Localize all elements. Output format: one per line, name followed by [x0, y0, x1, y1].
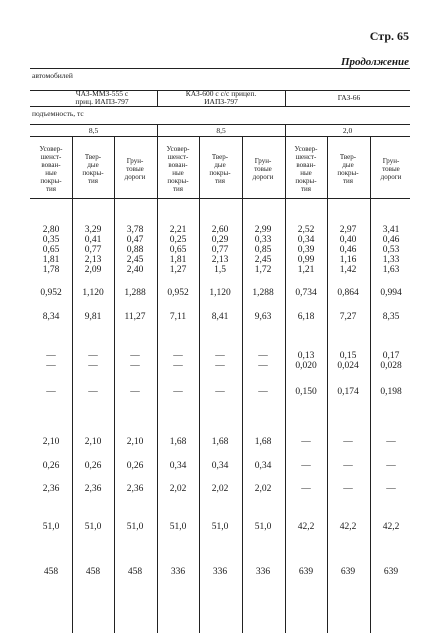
table-cell: 1,72	[254, 265, 272, 275]
section-capacity-label: подъемность, тс	[32, 109, 84, 118]
table-cell: 0,33	[254, 235, 272, 245]
table-cell: 9,63	[254, 312, 272, 322]
table-cell: 0,29	[211, 235, 229, 245]
table-cell: 0,99	[297, 255, 315, 265]
table-cell: —	[173, 387, 183, 397]
table-cell: 0,174	[337, 387, 359, 397]
table-cell: 0,25	[169, 235, 187, 245]
table-cell: —	[215, 361, 225, 371]
col-header: Твер- дые покры- тия	[209, 153, 231, 185]
table-cell: 0,77	[211, 245, 229, 255]
table-cell: —	[46, 387, 56, 397]
table-cell: —	[301, 437, 311, 447]
col-divider-8	[370, 136, 371, 633]
table-cell: 0,024	[337, 361, 359, 371]
table-cell: 2,36	[84, 484, 102, 494]
vehicles-bottom-rule	[30, 106, 410, 107]
table-cell: 0,864	[337, 288, 359, 298]
table-cell: 0,65	[169, 245, 187, 255]
table-cell: 2,02	[254, 484, 272, 494]
table-cell: 1,16	[339, 255, 357, 265]
col-divider-4	[199, 136, 200, 633]
table-cell: —	[258, 361, 268, 371]
table-cell: 1,33	[382, 255, 400, 265]
capacity-3: 2,0	[342, 126, 353, 135]
table-cell: 0,198	[380, 387, 402, 397]
table-cell: 9,81	[84, 312, 102, 322]
vehicle-divider-1	[157, 90, 158, 106]
table-cell: 639	[298, 567, 314, 577]
table-cell: —	[173, 351, 183, 361]
col-divider-6	[285, 136, 286, 633]
section-vehicles-label: автомобилей	[32, 71, 73, 80]
table-cell: 2,80	[42, 225, 60, 235]
table-cell: —	[130, 387, 140, 397]
table-cell: —	[301, 484, 311, 494]
table-cell: —	[130, 351, 140, 361]
table-cell: —	[258, 387, 268, 397]
table-cell: 3,78	[126, 225, 144, 235]
table-cell: 0,47	[126, 235, 144, 245]
table-cell: 1,63	[382, 265, 400, 275]
table-cell: 51,0	[42, 522, 60, 532]
table-cell: 1,81	[169, 255, 187, 265]
table-cell: —	[386, 461, 396, 471]
col-divider-5	[242, 136, 243, 633]
capacity-1: 8,5	[88, 126, 99, 135]
table-cell: 7,11	[169, 312, 187, 322]
table-cell: 0,65	[42, 245, 60, 255]
page-number: Стр. 65	[369, 29, 409, 43]
table-cell: —	[343, 484, 353, 494]
table-cell: 0,020	[295, 361, 317, 371]
table-cell: 0,46	[382, 235, 400, 245]
table-cell: 0,35	[42, 235, 60, 245]
table-cell: 0,26	[42, 461, 60, 471]
table-cell: 1,21	[297, 265, 315, 275]
table-cell: 1,5	[214, 265, 226, 275]
table-cell: 0,85	[254, 245, 272, 255]
table-cell: 0,34	[254, 461, 272, 471]
vehicle-header-1: ЧАЗ-ММЗ-555 с приц. ИАПЗ-797	[75, 89, 129, 106]
table-cell: 51,0	[169, 522, 187, 532]
capacity-2: 8,5	[216, 126, 226, 135]
table-cell: 2,60	[211, 225, 229, 235]
capacity-values-rule	[30, 136, 410, 137]
table-cell: 42,2	[339, 522, 357, 532]
table-cell: 458	[127, 567, 143, 577]
table-cell: 0,150	[295, 387, 317, 397]
table-cell: —	[46, 361, 56, 371]
table-cell: 8,34	[42, 312, 60, 322]
table-cell: 0,26	[126, 461, 144, 471]
table-cell: 2,36	[126, 484, 144, 494]
vehicle-header-3: ГАЗ-66	[337, 93, 361, 102]
table-cell: —	[88, 361, 98, 371]
table-cell: —	[46, 351, 56, 361]
table-cell: —	[343, 461, 353, 471]
table-cell: 0,994	[380, 288, 402, 298]
table-cell: 8,35	[382, 312, 400, 322]
table-cell: 3,41	[382, 225, 400, 235]
table-cell: 11,27	[124, 312, 146, 322]
col-header: Твер- дые покры- тия	[82, 153, 104, 185]
table-cell: 51,0	[126, 522, 144, 532]
table-cell: 639	[383, 567, 399, 577]
table-cell: 3,29	[84, 225, 102, 235]
table-cell: 0,46	[339, 245, 357, 255]
table-cell: —	[343, 437, 353, 447]
table-cell: 6,18	[297, 312, 315, 322]
col-header: Усовер- шенст- вован- ные покры- тия	[166, 145, 190, 193]
col-header: Усовер- шенст- вован- ные покры- тия	[39, 145, 63, 193]
col-divider-3	[157, 136, 158, 633]
table-cell: 458	[85, 567, 101, 577]
table-cell: —	[130, 361, 140, 371]
table-cell: 0,13	[297, 351, 315, 361]
table-cell: —	[386, 437, 396, 447]
table-cell: 1,288	[252, 288, 274, 298]
table-cell: 1,288	[124, 288, 146, 298]
table-cell: 51,0	[211, 522, 229, 532]
table-cell: 1,42	[339, 265, 357, 275]
header-bottom-rule	[30, 198, 410, 199]
table-cell: —	[386, 484, 396, 494]
table-cell: —	[215, 351, 225, 361]
col-header: Твер- дые покры- тия	[337, 153, 359, 185]
col-header: Усовер- шенст- вован- ные покры- тия	[294, 145, 318, 193]
table-cell: 0,88	[126, 245, 144, 255]
table-cell: 0,34	[169, 461, 187, 471]
col-header: Грун- товые дороги	[252, 157, 274, 181]
table-cell: 0,17	[382, 351, 400, 361]
table-cell: 2,02	[169, 484, 187, 494]
table-cell: 2,52	[297, 225, 315, 235]
table-cell: 2,99	[254, 225, 272, 235]
table-cell: 336	[170, 567, 186, 577]
table-cell: 0,734	[295, 288, 317, 298]
table-cell: 0,028	[380, 361, 402, 371]
table-cell: 0,53	[382, 245, 400, 255]
table-cell: 1,78	[42, 265, 60, 275]
table-cell: —	[88, 351, 98, 361]
table-cell: 2,10	[126, 437, 144, 447]
table-cell: 2,09	[84, 265, 102, 275]
capacity-bottom-rule	[30, 124, 410, 125]
table-cell: 2,13	[84, 255, 102, 265]
table-cell: 2,21	[169, 225, 187, 235]
table-cell: 336	[255, 567, 271, 577]
table-cell: 42,2	[382, 522, 400, 532]
table-cell: 1,68	[254, 437, 272, 447]
table-cell: 0,41	[84, 235, 102, 245]
table-cell: 0,26	[84, 461, 102, 471]
table-cell: 42,2	[297, 522, 315, 532]
top-rule	[30, 68, 410, 69]
table-cell: 2,36	[42, 484, 60, 494]
table-cell: 0,34	[211, 461, 229, 471]
table-cell: 8,41	[211, 312, 229, 322]
table-cell: 0,34	[297, 235, 315, 245]
table-cell: 1,68	[211, 437, 229, 447]
col-header: Грун- товые дороги	[380, 157, 402, 181]
table-cell: 0,40	[339, 235, 357, 245]
vehicle-header-2: КАЗ-600 с с/с прицеп. ИАПЗ-797	[185, 89, 257, 106]
table-cell: 2,10	[42, 437, 60, 447]
table-cell: 2,45	[254, 255, 272, 265]
col-divider-7	[327, 136, 328, 633]
table-cell: 51,0	[84, 522, 102, 532]
table-cell: —	[88, 387, 98, 397]
continued-label: Продолжение	[340, 56, 409, 68]
vehicle-divider-2	[285, 90, 286, 106]
table-cell: 0,952	[40, 288, 62, 298]
table-cell: —	[258, 351, 268, 361]
col-divider-2	[114, 136, 115, 633]
table-cell: 336	[212, 567, 228, 577]
table-cell: 2,10	[84, 437, 102, 447]
table-cell: 0,77	[84, 245, 102, 255]
table-cell: 458	[43, 567, 59, 577]
table-cell: 0,39	[297, 245, 315, 255]
table-cell: —	[173, 361, 183, 371]
table-cell: —	[301, 461, 311, 471]
table-cell: 1,68	[169, 437, 187, 447]
table-cell: 1,120	[82, 288, 104, 298]
table-cell: 2,13	[211, 255, 229, 265]
table-cell: 2,97	[339, 225, 357, 235]
table-cell: 2,45	[126, 255, 144, 265]
table-cell: 2,40	[126, 265, 144, 275]
table-cell: 0,15	[339, 351, 357, 361]
table-cell: 1,27	[169, 265, 187, 275]
table-cell: 639	[340, 567, 356, 577]
table-cell: 51,0	[254, 522, 272, 532]
table-cell: 7,27	[339, 312, 357, 322]
table-cell: 0,952	[167, 288, 189, 298]
table-cell: 1,81	[42, 255, 60, 265]
col-divider-1	[72, 136, 73, 633]
table-cell: —	[215, 387, 225, 397]
table-cell: 2,02	[211, 484, 229, 494]
col-header: Грун- товые дороги	[124, 157, 146, 181]
table-cell: 1,120	[209, 288, 231, 298]
